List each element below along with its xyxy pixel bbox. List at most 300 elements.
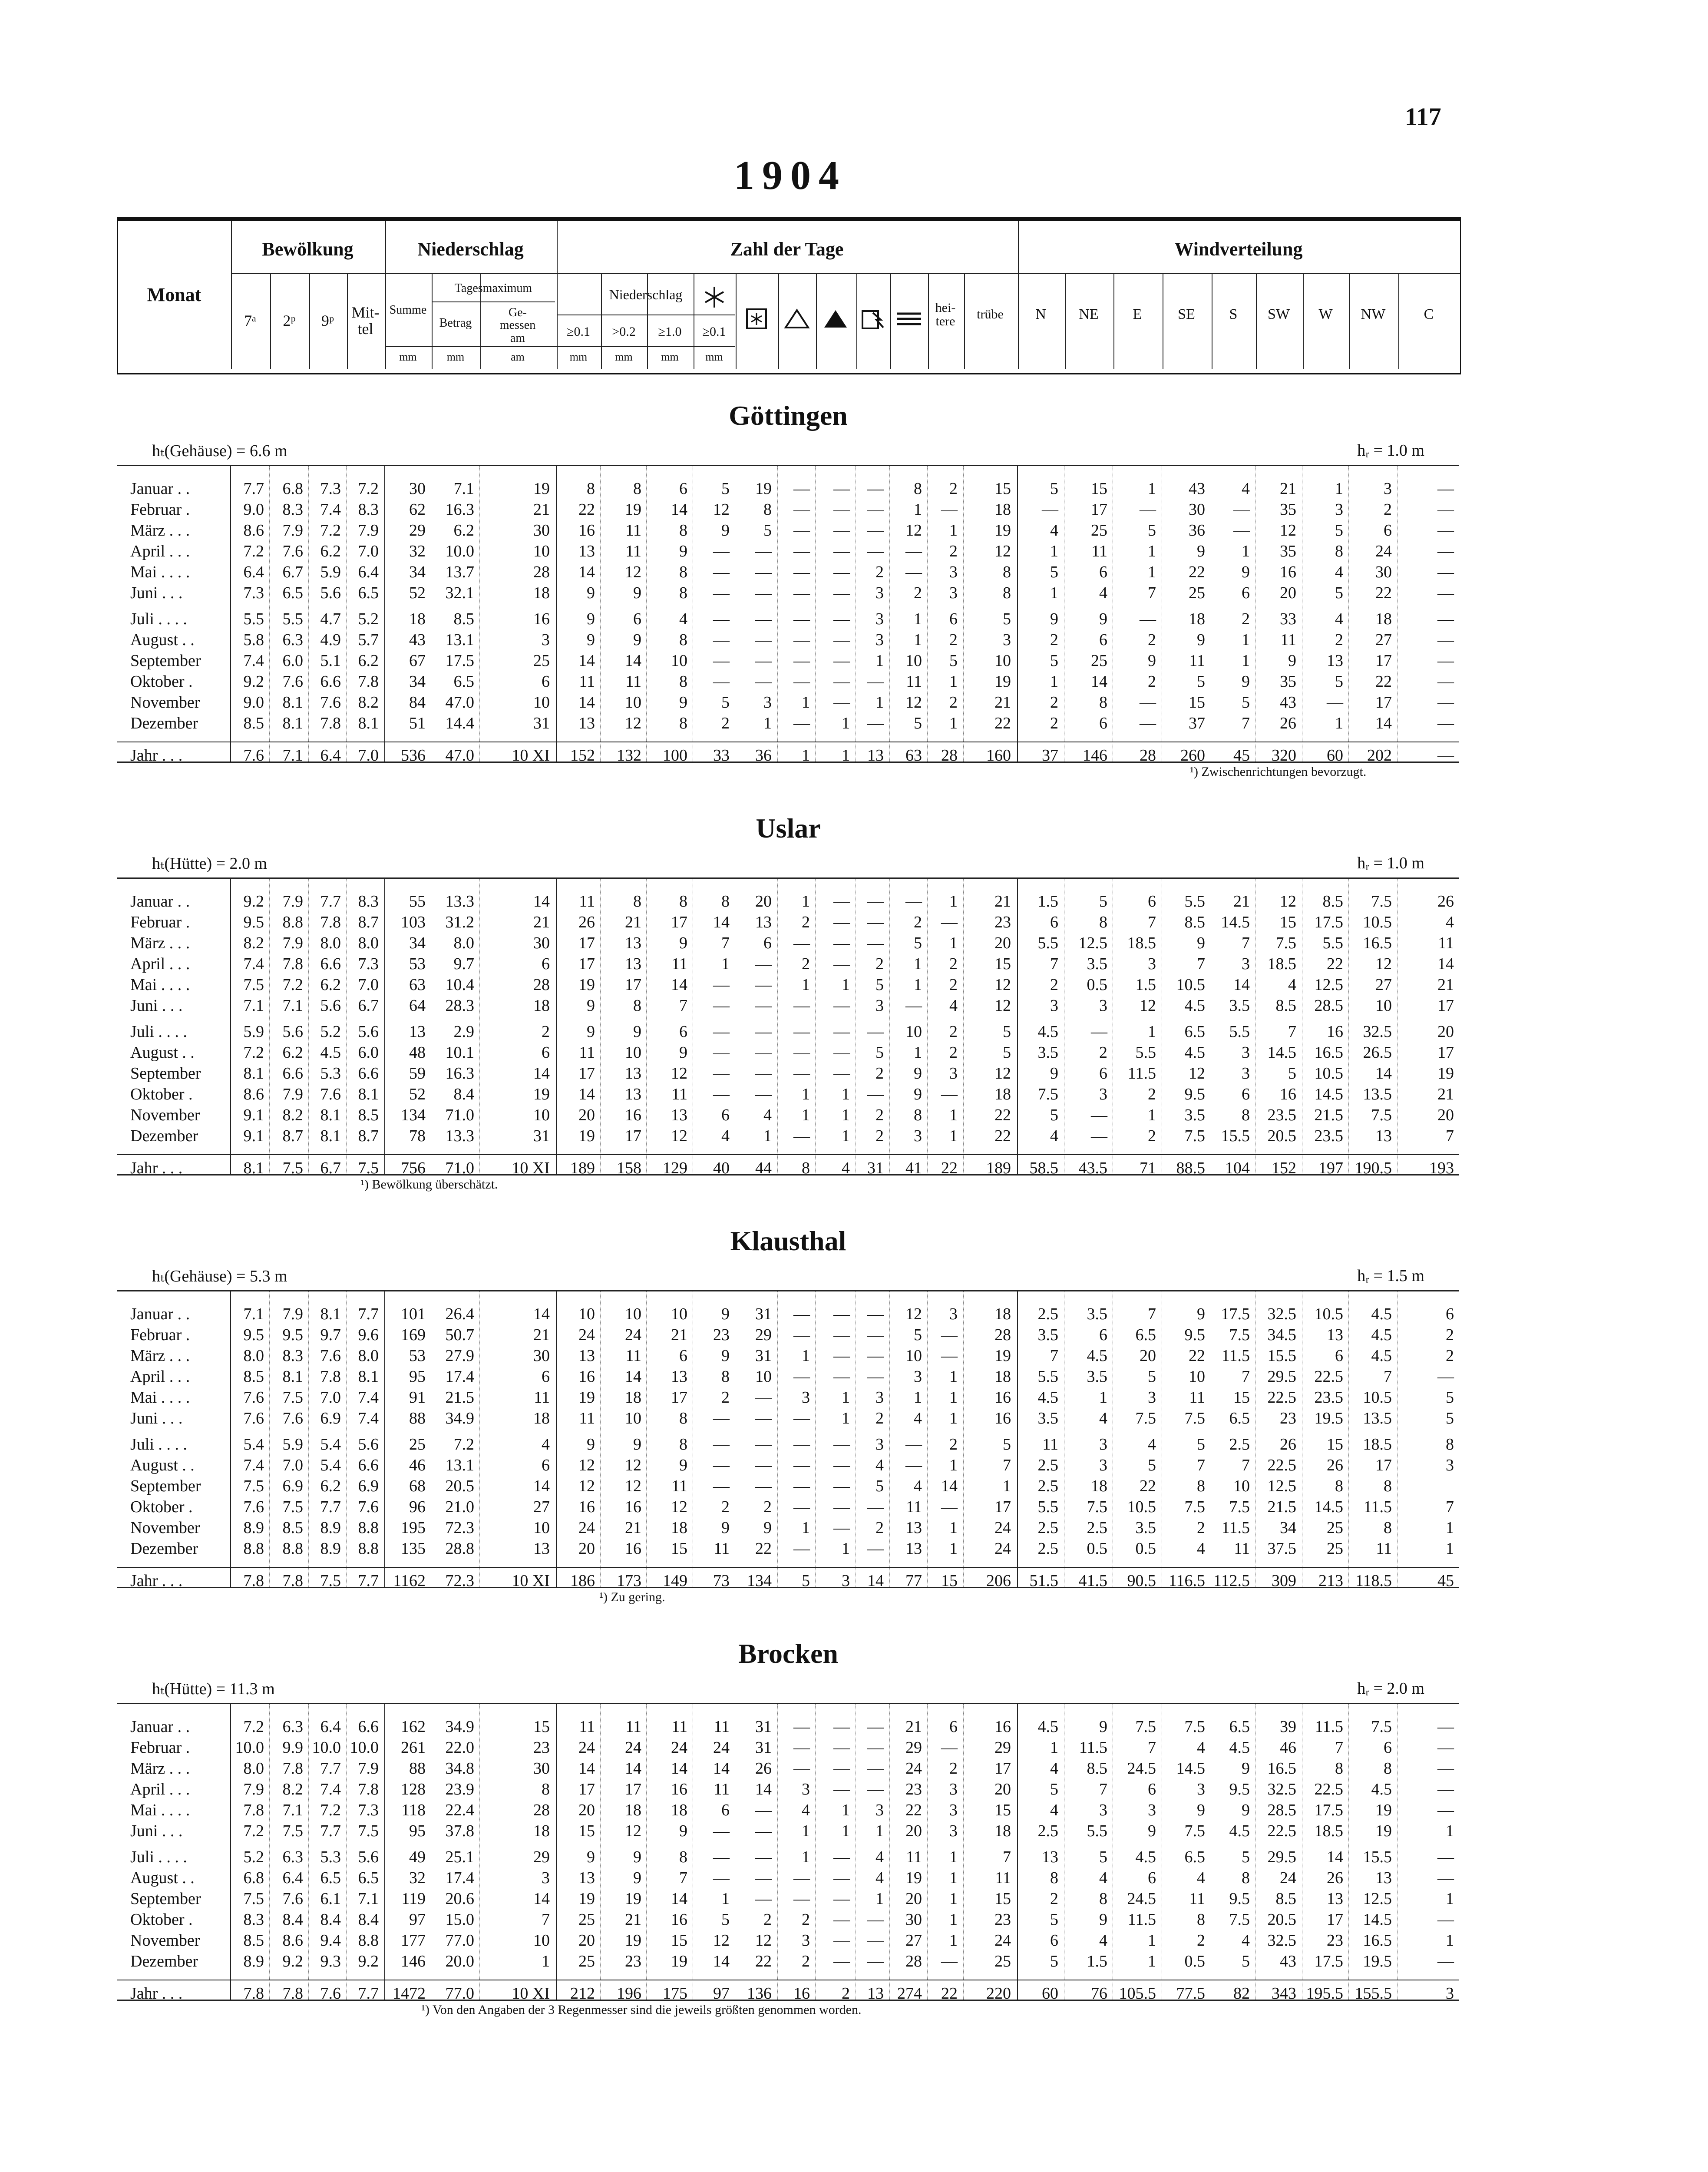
table-cell: 7.7 — [320, 1498, 341, 1516]
table-cell: 22 — [994, 1127, 1011, 1145]
table-cell: 11 — [714, 1718, 730, 1736]
table-cell: 7 — [1197, 955, 1205, 973]
table-cell: 14 — [867, 1572, 884, 1590]
table-cell: 21.5 — [445, 1388, 474, 1407]
table-cell: 1 — [875, 693, 884, 712]
table-cell: 11 — [1376, 1540, 1392, 1558]
table-cell: 9.7 — [320, 1326, 341, 1344]
table-cell: 8.6 — [282, 1931, 303, 1950]
table-cell: 11 — [1042, 1435, 1058, 1454]
table-cell: 4 — [1446, 913, 1454, 931]
table-cell: 7.6 — [282, 542, 303, 560]
table-cell: 173 — [617, 1572, 641, 1590]
table-cell: 7.5 — [1037, 1085, 1058, 1103]
table-cell: — — [793, 631, 810, 649]
table-cell: — — [793, 521, 810, 540]
table-row — [117, 1497, 1459, 1518]
table-cell: — — [833, 997, 850, 1015]
table-cell: — — [867, 1540, 884, 1558]
month-label: Januar . . — [130, 480, 190, 498]
table-cell: 2 — [1148, 672, 1156, 691]
table-cell: 4.9 — [320, 631, 341, 649]
table-row — [117, 913, 1459, 934]
table-row — [117, 542, 1459, 563]
table-cell: 2.5 — [1037, 1540, 1058, 1558]
table-cell: 8.7 — [282, 1127, 303, 1145]
table-cell: 5.2 — [243, 1848, 264, 1866]
table-cell: — — [867, 500, 884, 519]
table-cell: 7.6 — [282, 1890, 303, 1908]
header-divider — [231, 273, 1460, 274]
table-cell: 7.5 — [1184, 1822, 1205, 1840]
table-cell: 7.5 — [320, 1572, 341, 1590]
table-cell: — — [867, 714, 884, 732]
table-cell: 5.2 — [358, 610, 379, 628]
table-row-year — [117, 1159, 1459, 1179]
table-cell: 6 — [542, 955, 550, 973]
header-threshold: ≥0.1 — [567, 324, 590, 339]
header-divider — [736, 273, 737, 369]
month-label: September — [130, 1064, 201, 1083]
table-cell: 7.0 — [282, 1456, 303, 1474]
table-row — [117, 934, 1459, 954]
table-cell: 24 — [994, 1931, 1011, 1950]
table-cell: 28 — [905, 1952, 922, 1970]
table-cell: 196 — [617, 1984, 641, 2003]
table-cell: 261 — [401, 1738, 426, 1757]
table-cell: 29 — [905, 1738, 922, 1757]
table-cell: 22.0 — [445, 1738, 474, 1757]
table-cell: 1 — [1148, 1023, 1156, 1041]
table-cell: 18 — [533, 1409, 550, 1427]
table-cell: 7 — [1197, 1456, 1205, 1474]
table-cell: 9 — [587, 610, 595, 628]
table-cell: 15 — [533, 1718, 550, 1736]
table-cell: 3 — [1384, 480, 1392, 498]
table-cell: 3.5 — [1087, 1305, 1107, 1323]
table-cell: 16 — [1280, 1085, 1296, 1103]
table-cell: 7 — [1446, 1498, 1454, 1516]
year-title: 1904 — [734, 153, 847, 198]
table-cell: 2 — [802, 913, 810, 931]
table-cell: — — [833, 1848, 850, 1866]
table-cell: 25 — [533, 652, 550, 670]
table-cell: 13 — [578, 1869, 595, 1887]
table-cell: 20 — [905, 1890, 922, 1908]
table-cell: 18 — [671, 1801, 687, 1819]
table-cell: 17 — [671, 913, 687, 931]
month-label: Oktober . — [130, 672, 193, 691]
table-cell: 7.8 — [358, 1780, 379, 1798]
table-cell: 9.2 — [282, 1952, 303, 1970]
table-cell: 11 — [1189, 1388, 1205, 1407]
table-cell: 7.1 — [282, 746, 303, 765]
table-cell: 23.5 — [1314, 1388, 1343, 1407]
table-cell: 3 — [1099, 1085, 1107, 1103]
table-cell: 193 — [1429, 1159, 1454, 1177]
table-cell: 7.3 — [320, 480, 341, 498]
table-cell: — — [833, 521, 850, 540]
table-cell: 8 — [679, 631, 687, 649]
table-cell: 32 — [409, 1869, 426, 1887]
table-cell: 1 — [1242, 652, 1250, 670]
table-cell: 12.5 — [1078, 934, 1107, 952]
table-cell: 1 — [802, 1106, 810, 1124]
table-cell: 7.1 — [282, 1801, 303, 1819]
table-cell: 44 — [755, 1159, 772, 1177]
table-cell: 8.4 — [320, 1910, 341, 1929]
table-cell: 7.4 — [243, 1456, 264, 1474]
table-cell: 28 — [533, 563, 550, 581]
table-cell: 12 — [713, 500, 730, 519]
header-divider — [778, 273, 779, 369]
table-cell: 10.5 — [1314, 1064, 1343, 1083]
table-cell: 1 — [1335, 714, 1343, 732]
table-cell: — — [755, 1085, 772, 1103]
table-cell: 9.2 — [243, 892, 264, 911]
table-cell: 4 — [1335, 610, 1343, 628]
table-cell: 3 — [1148, 1801, 1156, 1819]
table-cell: 64 — [409, 997, 426, 1015]
table-row — [117, 672, 1459, 693]
table-cell: 8.9 — [320, 1540, 341, 1558]
table-cell: 6 — [763, 934, 772, 952]
table-cell: 2 — [875, 1064, 884, 1083]
table-cell: 9.2 — [358, 1952, 379, 1970]
table-cell: 9.5 — [1184, 1085, 1205, 1103]
table-cell: 7.5 — [1229, 1910, 1250, 1929]
table-cell: 13 — [578, 714, 595, 732]
table-cell: — — [1437, 610, 1454, 628]
table-cell: — — [713, 976, 730, 994]
table-cell: 8 — [679, 714, 687, 732]
table-cell: 34.5 — [1267, 1326, 1296, 1344]
table-cell: 1 — [842, 746, 850, 765]
thunderstorm-icon — [856, 295, 889, 343]
table-cell: 8 — [1099, 693, 1107, 712]
table-cell: 17 — [578, 1064, 595, 1083]
table-cell: 12 — [713, 1931, 730, 1950]
table-cell: 33 — [713, 746, 730, 765]
table-cell: 1 — [949, 1519, 958, 1537]
table-cell: 14 — [625, 1759, 641, 1778]
table-cell: 43 — [1189, 480, 1205, 498]
table-cell: 17 — [625, 976, 641, 994]
table-row — [117, 1367, 1459, 1388]
table-cell: 7 — [1384, 1367, 1392, 1386]
table-cell: 17.5 — [1314, 913, 1343, 931]
table-cell: 28 — [941, 746, 958, 765]
table-row — [117, 1738, 1459, 1759]
table-cell: 206 — [986, 1572, 1011, 1590]
table-cell: 18 — [625, 1801, 641, 1819]
table-cell: 17 — [578, 1780, 595, 1798]
table-cell: 6 — [542, 1456, 550, 1474]
table-cell: 28 — [1140, 746, 1156, 765]
table-cell: 7 — [1050, 955, 1058, 973]
table-cell: 7.9 — [358, 521, 379, 540]
table-cell: 1 — [1446, 1931, 1454, 1950]
table-cell: 4 — [1148, 1435, 1156, 1454]
table-cell: 5 — [1335, 521, 1343, 540]
table-cell: — — [1437, 500, 1454, 519]
table-cell: 7 — [1288, 1023, 1296, 1041]
table-cell: 46 — [1280, 1738, 1296, 1757]
month-label: Jahr . . . — [130, 1984, 183, 2003]
table-cell: — — [1437, 1738, 1454, 1757]
table-cell: 8.3 — [243, 1910, 264, 1929]
table-cell: 6.6 — [358, 1064, 379, 1083]
table-cell: 14 — [578, 563, 595, 581]
table-cell: 1 — [949, 521, 958, 540]
table-cell: 10 — [755, 1367, 772, 1386]
table-cell: 8.8 — [358, 1540, 379, 1558]
table-cell: 5.7 — [358, 631, 379, 649]
table-cell: 37.5 — [1267, 1540, 1296, 1558]
table-cell: 0.5 — [1184, 1952, 1205, 1970]
table-cell: 155.5 — [1355, 1984, 1392, 2003]
table-cell: 14 — [755, 1780, 772, 1798]
table-cell: — — [713, 1456, 730, 1474]
table-cell: — — [793, 1127, 810, 1145]
table-cell: 21 — [994, 693, 1011, 712]
table-cell: 32.1 — [445, 584, 474, 602]
table-cell: 1 — [1446, 1822, 1454, 1840]
table-cell: 6.5 — [1184, 1848, 1205, 1866]
table-cell: 5.5 — [1322, 934, 1343, 952]
table-cell: — — [867, 934, 884, 952]
table-cell: 12 — [755, 1931, 772, 1950]
table-cell: 8 — [679, 672, 687, 691]
table-cell: 11.5 — [1127, 1910, 1156, 1929]
table-cell: 4.5 — [1371, 1780, 1392, 1798]
table-cell: — — [867, 1347, 884, 1365]
table-cell: 22 — [1189, 1347, 1205, 1365]
table-cell: 25 — [1189, 584, 1205, 602]
table-cell: 6 — [679, 1023, 687, 1041]
table-cell: — — [867, 1952, 884, 1970]
table-cell: 7.5 — [282, 1498, 303, 1516]
table-cell: 9 — [587, 584, 595, 602]
table-cell: 9 — [1099, 1718, 1107, 1736]
table-cell: 4.5 — [1184, 997, 1205, 1015]
table-cell: 2.9 — [453, 1023, 474, 1041]
table-cell: 13 — [533, 1540, 550, 1558]
table-cell: 11 — [625, 672, 641, 691]
table-cell: 9.5 — [1184, 1326, 1205, 1344]
table-cell: 22.5 — [1267, 1456, 1296, 1474]
table-cell: 9 — [1242, 672, 1250, 691]
table-cell: 24 — [994, 1519, 1011, 1537]
table-cell: 1 — [949, 1869, 958, 1887]
table-cell: 3 — [1335, 500, 1343, 519]
table-cell: 31 — [755, 1347, 772, 1365]
header-divider — [309, 273, 310, 369]
table-cell: 17 — [1437, 1043, 1454, 1062]
table-row — [117, 1022, 1459, 1043]
table-cell: 82 — [1233, 1984, 1250, 2003]
table-cell: 5.4 — [320, 1435, 341, 1454]
table-cell: — — [941, 500, 958, 519]
table-cell: 7.0 — [320, 1388, 341, 1407]
table-cell: 51 — [409, 714, 426, 732]
table-cell: 7.8 — [282, 1572, 303, 1590]
table-cell: — — [793, 1540, 810, 1558]
table-cell: 23 — [625, 1952, 641, 1970]
table-cell: 2 — [914, 584, 922, 602]
header-tage-niederschlag: Niederschlag — [609, 287, 683, 303]
table-cell: 5.5 — [243, 610, 264, 628]
month-label: Dezember — [130, 1540, 198, 1558]
table-cell: 13 — [1327, 652, 1343, 670]
table-cell: — — [867, 1498, 884, 1516]
table-cell: 19 — [671, 1952, 687, 1970]
table-cell: 11 — [534, 1388, 550, 1407]
table-cell: 5.5 — [1037, 1498, 1058, 1516]
table-cell: 8 — [914, 480, 922, 498]
table-cell: 1 — [914, 955, 922, 973]
station-name: Brocken — [738, 1638, 838, 1669]
table-cell: 3 — [875, 584, 884, 602]
table-cell: 18 — [994, 500, 1011, 519]
table-cell: 13 — [625, 934, 641, 952]
table-cell: 28 — [533, 976, 550, 994]
station-name: Göttingen — [729, 400, 848, 431]
table-cell: 3 — [875, 997, 884, 1015]
table-cell: 14.4 — [445, 714, 474, 732]
table-cell: 34 — [409, 934, 426, 952]
table-cell: 8.3 — [282, 1347, 303, 1365]
table-cell: 13 — [755, 913, 772, 931]
table-cell: 7.9 — [282, 934, 303, 952]
table-cell: 15 — [994, 1890, 1011, 1908]
table-cell: 7.6 — [243, 746, 264, 765]
header-wind-s: S — [1229, 306, 1238, 323]
table-cell: 112.5 — [1213, 1572, 1250, 1590]
table-cell: 22 — [994, 714, 1011, 732]
table-cell: 8.7 — [358, 913, 379, 931]
table-cell: 5 — [1099, 892, 1107, 911]
table-cell: 2 — [949, 1043, 958, 1062]
table-cell: 7.5 — [1371, 1106, 1392, 1124]
table-cell: 20 — [994, 1780, 1011, 1798]
table-cell: 118 — [401, 1801, 426, 1819]
month-label: November — [130, 693, 200, 712]
table-cell: 7 — [1148, 584, 1156, 602]
table-cell: 10 — [533, 1106, 550, 1124]
table-cell: 15 — [941, 1572, 958, 1590]
table-cell: 4.5 — [1037, 1388, 1058, 1407]
table-cell: 7.4 — [320, 500, 341, 519]
table-cell: — — [833, 652, 850, 670]
station-ht: hₜ(Gehäuse) = 5.3 m — [152, 1267, 287, 1285]
table-cell: 88 — [409, 1759, 426, 1778]
header-divider — [1303, 273, 1304, 369]
table-cell: 11.5 — [1127, 1064, 1156, 1083]
table-row — [117, 954, 1459, 975]
table-cell: 17 — [1375, 693, 1392, 712]
table-cell: 11 — [1438, 934, 1454, 952]
table-cell: 8 — [1003, 563, 1011, 581]
table-cell: 7.6 — [243, 1409, 264, 1427]
table-cell: 34 — [409, 672, 426, 691]
table-cell: 119 — [401, 1890, 426, 1908]
table-cell: 6 — [1148, 1780, 1156, 1798]
table-cell: 7.8 — [243, 1984, 264, 2003]
table-cell: 5.5 — [1229, 1023, 1250, 1041]
header-divider — [432, 273, 433, 369]
table-cell: 26 — [1280, 1435, 1296, 1454]
table-cell: 84 — [409, 693, 426, 712]
table-cell: 78 — [409, 1127, 426, 1145]
table-cell: — — [713, 1064, 730, 1083]
table-cell: 6 — [949, 1718, 958, 1736]
table-cell: — — [755, 1456, 772, 1474]
table-cell: 10.0 — [350, 1738, 379, 1757]
header-obs-time: 7ᵃ — [244, 312, 256, 330]
table-cell: 6.3 — [282, 1848, 303, 1866]
table-cell: 8 — [1384, 1519, 1392, 1537]
table-cell: — — [1437, 521, 1454, 540]
table-cell: 7.5 — [282, 1388, 303, 1407]
table-cell: — — [833, 1931, 850, 1950]
table-cell: — — [755, 1822, 772, 1840]
table-cell: 11 — [579, 1409, 595, 1427]
table-cell: 11 — [671, 955, 687, 973]
table-cell: 13 — [625, 1085, 641, 1103]
table-cell: 13 — [1327, 1890, 1343, 1908]
station-footnote: ¹) Von den Angaben der 3 Regenmesser sind die jeweils größten genommen worden. — [421, 2003, 862, 2017]
table-cell: — — [755, 955, 772, 973]
table-cell: 3.5 — [1037, 1326, 1058, 1344]
table-cell: 17 — [994, 1759, 1011, 1778]
table-cell: 27 — [1375, 631, 1392, 649]
table-cell: 1 — [1050, 584, 1058, 602]
table-cell: — — [1437, 542, 1454, 560]
table-cell: 7.8 — [243, 1572, 264, 1590]
table-cell: 8.3 — [358, 892, 379, 911]
table-cell: 17.5 — [1221, 1305, 1250, 1323]
table-cell: 20.5 — [1267, 1127, 1296, 1145]
table-cell: — — [833, 1064, 850, 1083]
table-cell: 25 — [1091, 521, 1107, 540]
table-cell: 7.7 — [358, 1984, 379, 2003]
table-cell: 8 — [1335, 1759, 1343, 1778]
table-cell: 195.5 — [1306, 1984, 1343, 2003]
table-cell: 26 — [578, 913, 595, 931]
header-unit-mm: mm — [705, 351, 723, 364]
table-cell: 2 — [875, 1409, 884, 1427]
table-cell: — — [905, 892, 922, 911]
table-cell: 9 — [633, 1869, 641, 1887]
table-cell: 16 — [1280, 563, 1296, 581]
table-cell: 26.4 — [445, 1305, 474, 1323]
table-cell: 8.3 — [282, 500, 303, 519]
table-cell: 8 — [633, 892, 641, 911]
table-cell: 5.8 — [243, 631, 264, 649]
table-cell: 14 — [1437, 955, 1454, 973]
table-cell: 25 — [1091, 652, 1107, 670]
table-cell: 9 — [1197, 1305, 1205, 1323]
table-cell: 10.4 — [445, 976, 474, 994]
table-cell: 3 — [1099, 997, 1107, 1015]
table-cell: 5 — [1288, 1064, 1296, 1083]
table-cell: 16 — [625, 1498, 641, 1516]
table-cell: 21 — [533, 1326, 550, 1344]
table-cell: 71.0 — [445, 1106, 474, 1124]
table-cell: 23.9 — [445, 1780, 474, 1798]
table-cell: 5.5 — [282, 610, 303, 628]
